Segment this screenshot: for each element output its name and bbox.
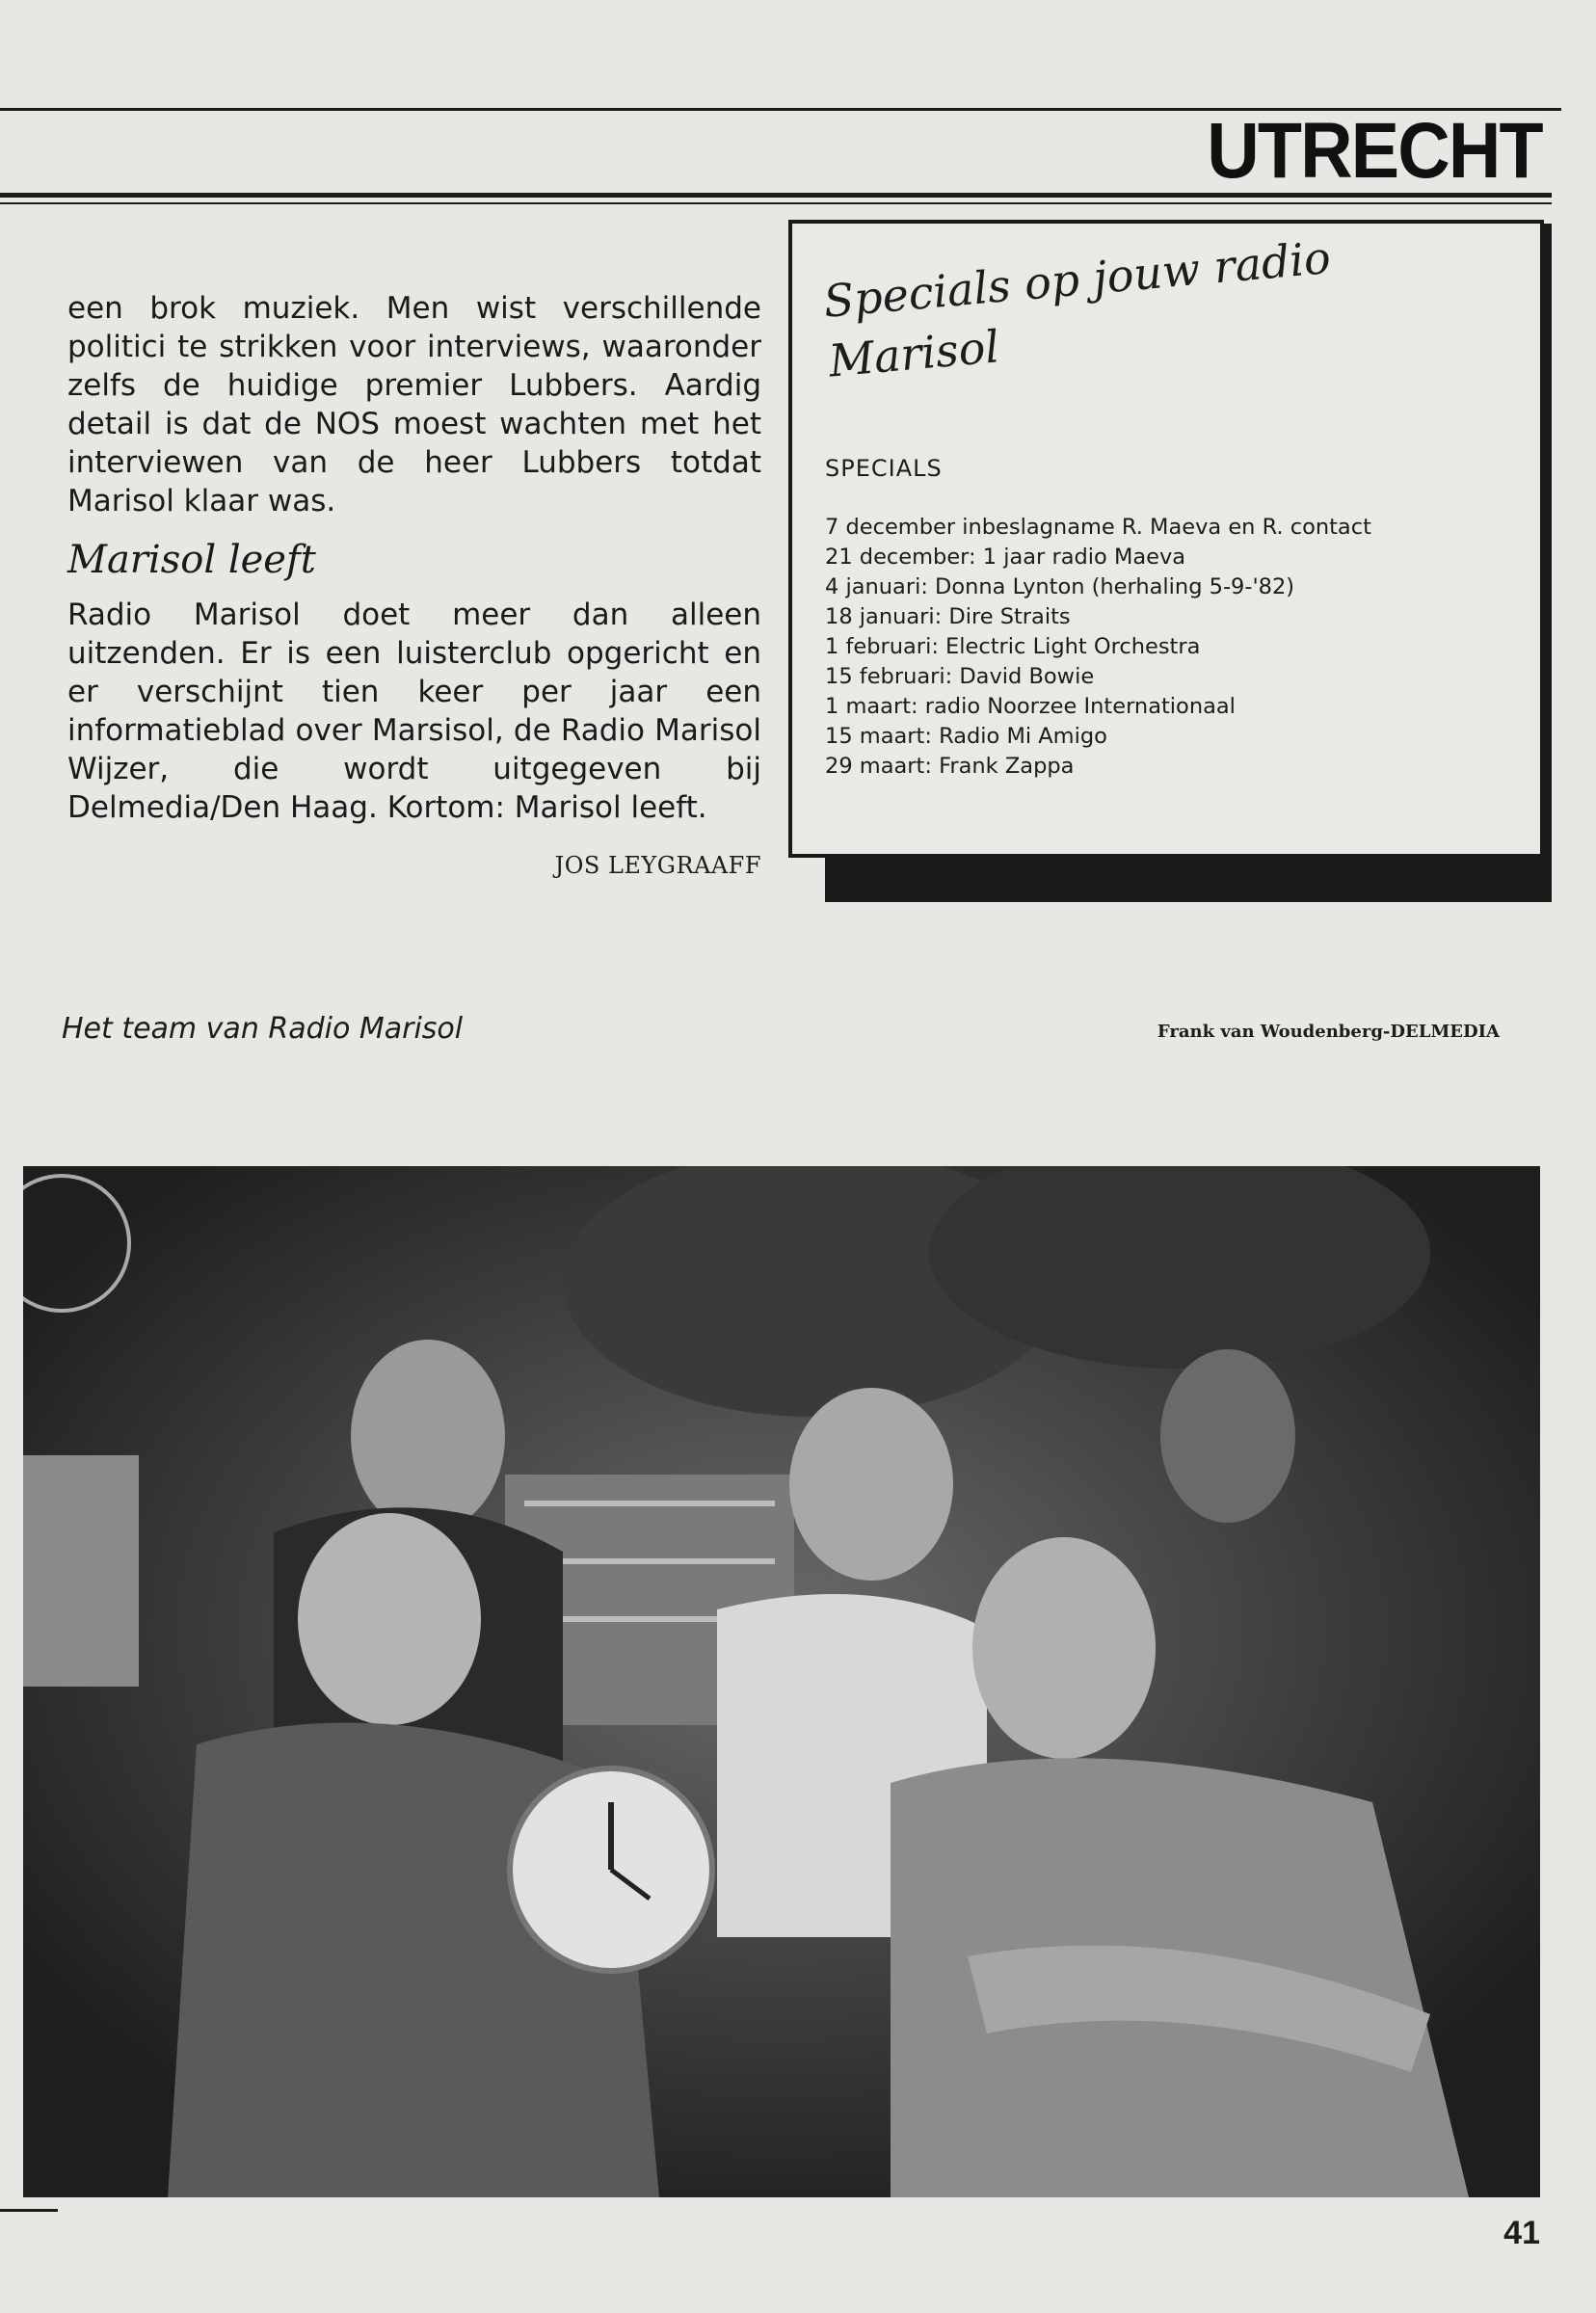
person-front-left-head bbox=[298, 1513, 481, 1725]
article-author: JOS LEYGRAAFF bbox=[554, 852, 761, 879]
schedule-item: 7 december inbeslagname R. Maeva en R. contact bbox=[825, 515, 1371, 540]
article-paragraph-2: Radio Marisol doet meer dan alleen uitzenden. Er is een luisterclub opgericht en er verschijnt tien keer per jaar een informatieblad over Marsisol, de Radio Marisol Wijzer, die wordt uitgegeven bij Delmedia/Den Haag. Kortom: Marisol leeft. bbox=[67, 598, 761, 825]
person-back-right-head bbox=[1160, 1349, 1295, 1523]
person-front-right-head bbox=[972, 1537, 1156, 1759]
specials-heading-line-2: Marisol bbox=[826, 320, 1002, 387]
article-paragraph-1: een brok muziek. Men wist verschillende politici te strikken voor interviews, waaronder zelfs de huidige premier Lubbers. Aardig detail is dat de NOS moest wachten met het interviewen van de heer Lubbers totdat Marisol klaar was. bbox=[67, 291, 761, 518]
photo-credit: Frank van Woudenberg-DELMEDIA bbox=[1157, 1022, 1500, 1042]
schedule-item: 18 januari: Dire Straits bbox=[825, 604, 1071, 629]
team-photo-illustration bbox=[23, 1166, 1540, 2197]
person-middle-head bbox=[789, 1388, 953, 1581]
schedule-item: 29 maart: Frank Zappa bbox=[825, 754, 1075, 779]
wall-clock bbox=[510, 1768, 712, 1971]
shelf-left bbox=[23, 1455, 139, 1687]
schedule-item: 21 december: 1 jaar radio Maeva bbox=[825, 545, 1186, 570]
page-number: 41 bbox=[1503, 2215, 1540, 2251]
schedule-item: 1 februari: Electric Light Orchestra bbox=[825, 634, 1201, 659]
schedule-item: 15 februari: David Bowie bbox=[825, 664, 1095, 689]
specials-heading bbox=[821, 220, 1532, 391]
article-column bbox=[67, 289, 761, 879]
schedule-item: 15 maart: Radio Mi Amigo bbox=[825, 724, 1107, 749]
article-subheading: Marisol leeft bbox=[67, 538, 316, 582]
person-back-left-head bbox=[351, 1340, 505, 1532]
header-rule-thin bbox=[0, 202, 1552, 204]
team-photo bbox=[23, 1166, 1540, 2197]
specials-schedule bbox=[825, 513, 1519, 782]
specials-heading-line-1: Specials op jouw radio bbox=[821, 230, 1333, 328]
photo-caption: Het team van Radio Marisol bbox=[62, 1012, 464, 1046]
section-title: UTRECHT bbox=[1207, 107, 1542, 195]
bottom-rule bbox=[0, 2209, 58, 2212]
schedule-item: 4 januari: Donna Lynton (herhaling 5-9-'82) bbox=[825, 574, 1295, 599]
specials-label: SPECIALS bbox=[825, 455, 943, 482]
schedule-item: 1 maart: radio Noorzee Internationaal bbox=[825, 694, 1236, 719]
specials-box bbox=[788, 220, 1544, 858]
specials-box-shadow-bottom bbox=[825, 854, 1546, 902]
